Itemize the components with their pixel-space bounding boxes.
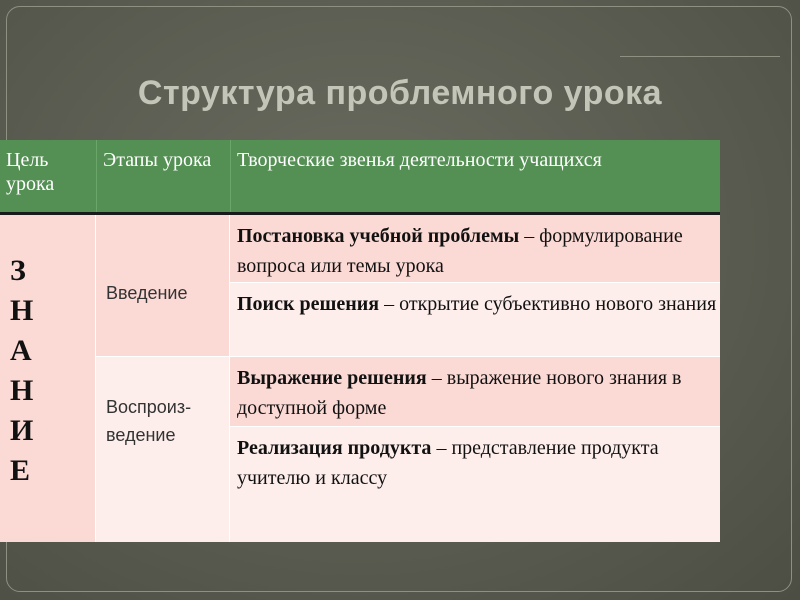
stage-label: Введение <box>106 283 188 303</box>
row-text <box>237 433 717 493</box>
header-stages: Этапы урока <box>96 140 230 212</box>
row-term: Постановка учебной проблемы <box>237 225 520 247</box>
row-text <box>237 221 717 281</box>
goal-letter: И <box>10 414 34 447</box>
stage-cell-intro <box>96 215 230 357</box>
goal-letter: Н <box>10 374 34 407</box>
header-goal: Цель урока <box>0 140 96 212</box>
table-row <box>230 357 720 427</box>
row-description: – открытие субъективно нового знания <box>379 293 717 315</box>
row-description: – выражение нового знания в доступной форме <box>237 367 682 419</box>
stage-label: Воспроиз-ведение <box>106 397 192 445</box>
row-description: – формулирование вопроса или темы урока <box>237 225 683 277</box>
table-row <box>230 215 720 283</box>
row-term: Реализация продукта <box>237 437 432 459</box>
table-row <box>230 427 720 542</box>
goal-letter: Н <box>10 294 34 327</box>
row-term: Выражение решения <box>237 367 427 389</box>
slide-title: Структура проблемного урока <box>137 74 663 112</box>
stage-cell-reproduction <box>96 357 230 542</box>
row-text <box>237 289 717 319</box>
goal-vertical-word <box>10 251 50 491</box>
row-text <box>237 363 717 423</box>
row-term: Поиск решения <box>237 293 380 315</box>
header-creative-links: Творческие звенья деятельности учащихся <box>230 140 720 212</box>
table-row <box>230 283 720 357</box>
row-description: – представление продукта учителю и классу <box>237 437 659 489</box>
goal-letter: А <box>10 334 32 367</box>
goal-letter: Е <box>10 454 31 487</box>
lesson-structure-table <box>0 140 720 542</box>
goal-cell <box>0 215 96 542</box>
goal-letter: З <box>10 254 26 287</box>
